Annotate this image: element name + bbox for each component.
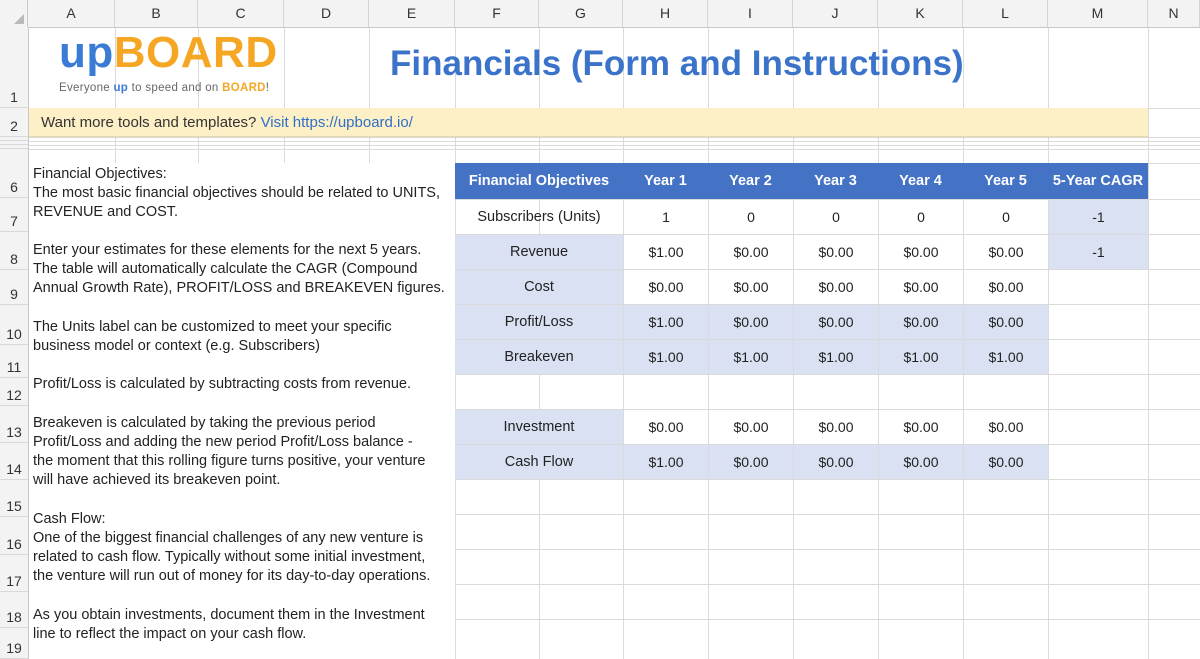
row-header-14[interactable]: 14	[0, 443, 28, 480]
column-header-g[interactable]: G	[539, 0, 623, 27]
instruction-line: Breakeven is calculated by taking the previous period	[33, 415, 376, 431]
table-row-label[interactable]: Subscribers (Units)	[477, 209, 601, 225]
instruction-line: line to reflect the impact on your cash flow.	[33, 626, 307, 642]
row-header-11[interactable]: 11	[0, 345, 28, 378]
table-cell[interactable]: $0.00	[879, 305, 963, 339]
table-cell[interactable]: $0.00	[794, 305, 878, 339]
table-cell[interactable]: $0.00	[709, 305, 793, 339]
table-cell[interactable]: $1.00	[879, 340, 963, 374]
column-header-d[interactable]: D	[284, 0, 369, 27]
table-header-year-5: Year 5	[963, 163, 1048, 199]
table-row-label[interactable]: Cost	[455, 270, 623, 304]
tagline-pre: Everyone	[59, 82, 114, 94]
promo-banner	[29, 108, 1148, 137]
select-all-corner[interactable]	[0, 0, 28, 27]
page-title: Financials (Form and Instructions)	[390, 44, 964, 83]
column-header-j[interactable]: J	[793, 0, 878, 27]
column-header-h[interactable]: H	[623, 0, 708, 27]
instruction-line: The table will automatically calculate the CAGR (Compound	[33, 261, 418, 277]
row-header-10[interactable]: 10	[0, 305, 28, 345]
row-header-1[interactable]: 1	[0, 27, 28, 108]
table-cell[interactable]: $0.00	[964, 305, 1048, 339]
instruction-line: Annual Growth Rate), PROFIT/LOSS and BREAKEVEN figures.	[33, 280, 445, 296]
table-cell[interactable]: $1.00	[624, 305, 708, 339]
table-header-year-4: Year 4	[878, 163, 963, 199]
table-header-year-1: Year 1	[623, 163, 708, 199]
instruction-line: the venture will run out of money for its day-to-day operations.	[33, 568, 431, 584]
row-header-15[interactable]: 15	[0, 480, 28, 517]
table-cell[interactable]: 0	[917, 209, 925, 225]
instruction-line: related to cash flow. Typically without some initial investment,	[33, 549, 426, 565]
banner-text: Want more tools and templates?	[41, 114, 261, 131]
table-cell[interactable]: $1.00	[964, 340, 1048, 374]
row-header-bar	[0, 27, 29, 659]
table-cell[interactable]: 0	[832, 209, 840, 225]
table-cell[interactable]: $0.00	[988, 244, 1024, 260]
table-cell[interactable]: $0.00	[988, 419, 1024, 435]
cagr-cell[interactable]: -1	[1049, 200, 1148, 234]
table-cell[interactable]: $1.00	[624, 340, 708, 374]
instruction-line: One of the biggest financial challenges of any new venture is	[33, 530, 424, 546]
instruction-line: Cash Flow:	[33, 511, 106, 527]
row-header-2[interactable]: 2	[0, 108, 28, 137]
instruction-line: Profit/Loss is calculated by subtracting costs from revenue.	[33, 376, 411, 392]
column-header-b[interactable]: B	[115, 0, 198, 27]
grid-hline	[455, 549, 1200, 550]
table-cell[interactable]: $0.00	[879, 445, 963, 479]
table-cell[interactable]: $0.00	[964, 445, 1048, 479]
row-header-18[interactable]: 18	[0, 592, 28, 628]
instruction-line: The most basic financial objectives should be related to UNITS,	[33, 185, 441, 201]
grid-hline	[28, 145, 1200, 146]
grid-hline	[455, 584, 1200, 585]
column-header-m[interactable]: M	[1048, 0, 1148, 27]
logo-tagline	[59, 82, 269, 94]
row-header-19[interactable]: 19	[0, 628, 28, 659]
upboard-logo	[59, 28, 278, 78]
table-cell[interactable]: 1	[662, 209, 670, 225]
row-header-7[interactable]: 7	[0, 198, 28, 232]
row-header-16[interactable]: 16	[0, 517, 28, 555]
column-header-e[interactable]: E	[369, 0, 455, 27]
table-cell[interactable]: $0.00	[733, 244, 769, 260]
column-header-bar	[0, 0, 1200, 28]
row-header-12[interactable]: 12	[0, 378, 28, 406]
banner-link[interactable]: Visit https://upboard.io/	[260, 114, 413, 131]
logo-up-text: up	[59, 28, 114, 77]
table-cell[interactable]: $0.00	[988, 279, 1024, 295]
column-header-i[interactable]: I	[708, 0, 793, 27]
row-header-13[interactable]: 13	[0, 406, 28, 443]
grid-vline	[1148, 27, 1149, 659]
table-cell[interactable]: $0.00	[648, 419, 684, 435]
tagline-up: up	[113, 82, 129, 94]
column-header-f[interactable]: F	[455, 0, 539, 27]
tagline-mid: to speed and on	[128, 82, 223, 94]
table-header-year-3: Year 3	[793, 163, 878, 199]
grid-hline	[28, 141, 1200, 142]
column-header-a[interactable]: A	[28, 0, 115, 27]
logo-board-text: BOARD	[113, 28, 278, 77]
row-header-17[interactable]: 17	[0, 555, 28, 592]
column-header-l[interactable]: L	[963, 0, 1048, 27]
table-cell[interactable]: $1.00	[709, 340, 793, 374]
grid-hline	[455, 619, 1200, 620]
grid-hline	[455, 514, 1200, 515]
grid-hline	[455, 374, 1200, 375]
instruction-line: The Units label can be customized to meet your specific	[33, 319, 392, 335]
column-header-n[interactable]: N	[1148, 0, 1200, 27]
table-row-label[interactable]: Cash Flow	[455, 445, 623, 479]
instruction-line: Profit/Loss and adding the new period Profit/Loss balance -	[33, 434, 413, 450]
table-cell[interactable]: $0.00	[818, 419, 854, 435]
instruction-line: the moment that this rolling figure turns positive, your venture	[33, 453, 426, 469]
table-cell[interactable]: 0	[747, 209, 755, 225]
grid-vline	[284, 27, 285, 163]
row-header-8[interactable]: 8	[0, 232, 28, 270]
row-header-9[interactable]: 9	[0, 270, 28, 305]
table-header-label: Financial Objectives	[455, 163, 623, 199]
table-cell[interactable]: $0.00	[733, 279, 769, 295]
column-header-k[interactable]: K	[878, 0, 963, 27]
table-cell[interactable]: $0.00	[903, 279, 939, 295]
table-header-year-2: Year 2	[708, 163, 793, 199]
table-cell[interactable]: $1.00	[648, 244, 684, 260]
table-row-label[interactable]: Breakeven	[455, 340, 623, 374]
table-cell[interactable]: $0.00	[733, 419, 769, 435]
instruction-line: REVENUE and COST.	[33, 204, 179, 220]
instruction-line: As you obtain investments, document them in the Investment	[33, 607, 425, 623]
table-cell[interactable]: $0.00	[818, 279, 854, 295]
instruction-line: will have achieved its breakeven point.	[33, 472, 281, 488]
grid-hline	[28, 137, 1200, 138]
table-row-label[interactable]: Revenue	[455, 235, 623, 269]
instruction-line: business model or context (e.g. Subscribers)	[33, 338, 320, 354]
grid-hline	[455, 479, 1200, 480]
row-header-6[interactable]: 6	[0, 149, 28, 198]
table-cell[interactable]: 0	[1002, 209, 1010, 225]
table-cell[interactable]: $0.00	[903, 419, 939, 435]
grid-hline	[28, 149, 1200, 150]
table-row-label[interactable]: Investment	[455, 410, 623, 444]
table-cell[interactable]: $1.00	[624, 445, 708, 479]
table-cell[interactable]: $0.00	[818, 244, 854, 260]
table-header-cagr: 5-Year CAGR	[1048, 163, 1148, 199]
grid-vline	[369, 27, 370, 163]
table-cell[interactable]: $1.00	[794, 340, 878, 374]
tagline-post: !	[265, 82, 270, 94]
instruction-line: Enter your estimates for these elements for the next 5 years.	[33, 242, 422, 258]
table-cell[interactable]: $0.00	[794, 445, 878, 479]
table-cell[interactable]: $0.00	[648, 279, 684, 295]
tagline-board: BOARD	[222, 82, 266, 94]
table-cell[interactable]: $0.00	[709, 445, 793, 479]
column-header-c[interactable]: C	[198, 0, 284, 27]
cagr-cell[interactable]: -1	[1049, 235, 1148, 269]
table-cell[interactable]: $0.00	[903, 244, 939, 260]
table-row-label[interactable]: Profit/Loss	[455, 305, 623, 339]
instruction-line: Financial Objectives:	[33, 166, 167, 182]
